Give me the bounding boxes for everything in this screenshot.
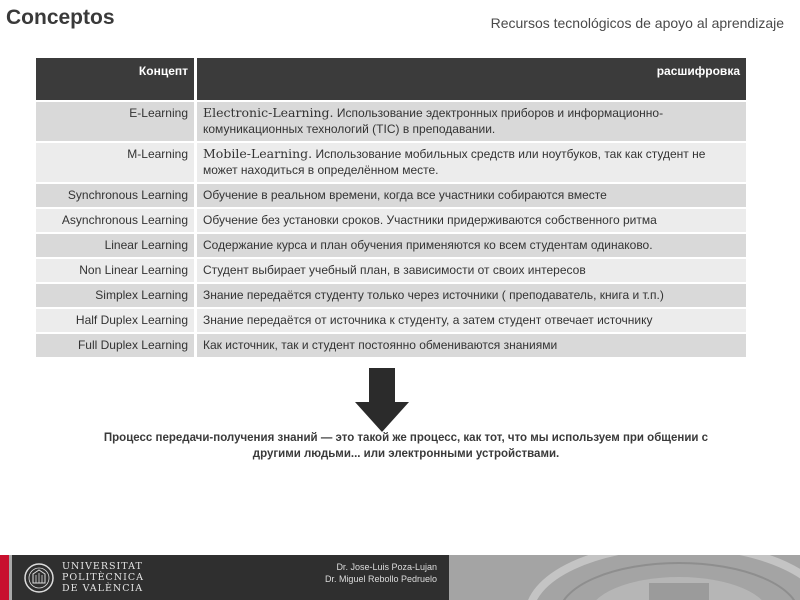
table-row xyxy=(36,184,746,207)
table-row xyxy=(36,234,746,257)
concept-cell: Linear Learning xyxy=(36,234,197,257)
description-cell xyxy=(197,102,746,141)
table-row xyxy=(36,209,746,232)
description-text: Использование мобильных средств или ноутбуков, так как студент не может находиться в определённом месте. xyxy=(203,147,706,177)
table-row xyxy=(36,334,746,357)
description-text: Знание передаётся от источника к студенту, а затем студент отвечает источнику xyxy=(203,313,653,327)
description-cell xyxy=(197,143,746,182)
description-text: Студент выбирает учебный план, в зависимости от своих интересов xyxy=(203,263,586,277)
author-credits: Dr. Jose-Luis Poza-Lujan Dr. Miguel Rebollo Pedruelo xyxy=(324,562,437,584)
description-text: Содержание курса и план обучения применяются ко всем студентам одинаково. xyxy=(203,238,653,252)
page-subtitle: Recursos tecnológicos de apoyo al aprendizaje xyxy=(490,15,784,31)
description-cell xyxy=(197,334,746,357)
term-label: Electronic-Learning. xyxy=(203,105,334,120)
table-row xyxy=(36,143,746,182)
concept-cell: M-Learning xyxy=(36,143,197,182)
down-arrow-icon xyxy=(355,368,409,432)
description-cell xyxy=(197,234,746,257)
header-concept: Концепт xyxy=(36,58,197,100)
university-seal-icon xyxy=(24,563,54,593)
description-cell xyxy=(197,309,746,332)
description-cell xyxy=(197,184,746,207)
process-statement: Процесс передачи-получения знаний — это такой же процесс, как тот, что мы используем при общении с другими людьми... или электронными устройствами. xyxy=(103,432,709,460)
table-row xyxy=(36,309,746,332)
table-header-row xyxy=(36,58,746,100)
concept-cell: Synchronous Learning xyxy=(36,184,197,207)
concept-cell: Simplex Learning xyxy=(36,284,197,307)
table-row xyxy=(36,102,746,141)
seal-watermark-image xyxy=(449,555,800,600)
description-text: Обучение в реальном времени, когда все участники собираются вместе xyxy=(203,188,607,202)
concept-cell: E-Learning xyxy=(36,102,197,141)
header-description: расшифровка xyxy=(197,58,746,100)
concept-cell: Half Duplex Learning xyxy=(36,309,197,332)
university-name: UNIVERSITAT POLITÈCNICA DE VALÈNCIA xyxy=(62,561,144,594)
description-cell xyxy=(197,284,746,307)
description-cell xyxy=(197,209,746,232)
concepts-table xyxy=(36,56,746,359)
concept-cell: Full Duplex Learning xyxy=(36,334,197,357)
concept-cell: Non Linear Learning xyxy=(36,259,197,282)
description-text: Знание передаётся студенту только через источники ( преподаватель, книга и т.п.) xyxy=(203,288,664,302)
table-row xyxy=(36,284,746,307)
page-title: Conceptos xyxy=(6,6,115,29)
footer xyxy=(0,555,800,600)
concept-cell: Asynchronous Learning xyxy=(36,209,197,232)
description-cell xyxy=(197,259,746,282)
description-text: Использование эдектронных приборов и информационно-комуникационных технологий (TIC) в преподавании. xyxy=(203,106,664,136)
description-text: Обучение без установки сроков. Участники придерживаются собственного ритма xyxy=(203,213,657,227)
description-text: Как источник, так и студент постоянно обмениваются знаниями xyxy=(203,338,558,352)
footer-accent-bar xyxy=(0,555,9,600)
term-label: Mobile-Learning. xyxy=(203,146,313,161)
table-row xyxy=(36,259,746,282)
